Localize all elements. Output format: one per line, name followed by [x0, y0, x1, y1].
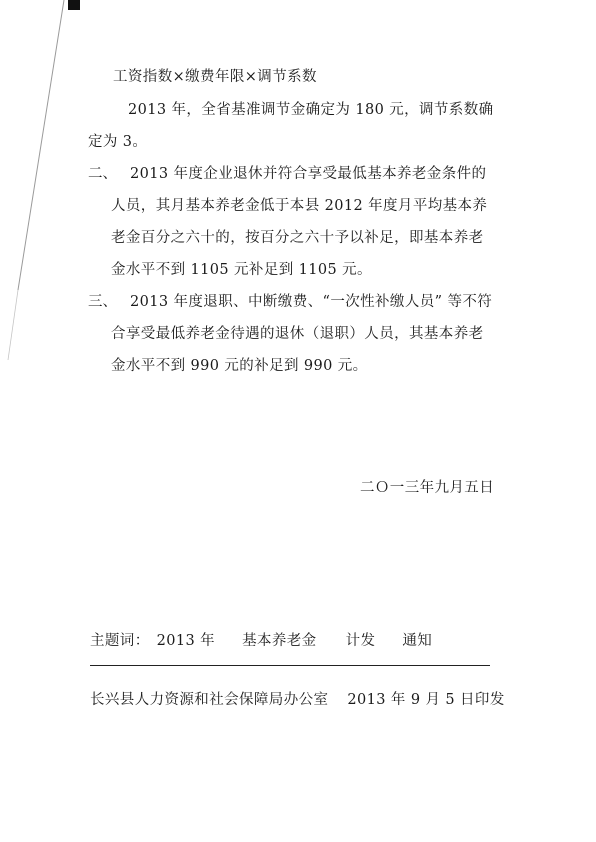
item-3-marker: 三、 — [88, 294, 117, 310]
keyword-calculation: 计发 — [345, 633, 376, 649]
document-date: 二Ｏ一三年九月五日 — [360, 480, 495, 496]
issued-date: 2013 年 9 月 5 日印发 — [347, 692, 505, 708]
footer-divider — [90, 665, 490, 666]
item-2-line-2: 人员，其月基本养老金低于本县 2012 年度月平均基本养 — [111, 198, 488, 214]
formula-line: 工资指数×缴费年限×调节系数 — [113, 69, 317, 85]
item-3-line-3: 金水平不到 990 元的补足到 990 元。 — [111, 358, 368, 374]
base-adjustment-paragraph-line-2: 定为 3。 — [88, 134, 148, 150]
item-2-marker: 二、 — [88, 166, 117, 182]
base-adjustment-paragraph-line-1: 2013 年，全省基准调节金确定为 180 元，调节系数确 — [128, 102, 494, 118]
keywords-row — [90, 631, 432, 651]
issuer-row — [90, 690, 505, 710]
scan-artifact-top — [68, 0, 80, 10]
keyword-year: 2013 年 — [156, 633, 216, 649]
item-2-line-3: 老金百分之六十的，按百分之六十予以补足，即基本养老 — [111, 230, 484, 246]
item-2-line-4: 金水平不到 1105 元补足到 1105 元。 — [111, 262, 372, 278]
keyword-notice: 通知 — [402, 633, 433, 649]
item-2-line-1: 2013 年度企业退休并符合享受最低基本养老金条件的 — [130, 166, 487, 182]
item-3-line-1: 2013 年度退职、中断缴费、“一次性补缴人员” 等不符 — [130, 294, 493, 310]
keyword-pension: 基本养老金 — [242, 633, 317, 649]
issuer-name: 长兴县人力资源和社会保障局办公室 — [90, 692, 329, 708]
keywords-label: 主题词： — [90, 633, 150, 649]
item-3-line-2: 合享受最低养老金待遇的退休（退职）人员，其基本养老 — [111, 326, 484, 342]
